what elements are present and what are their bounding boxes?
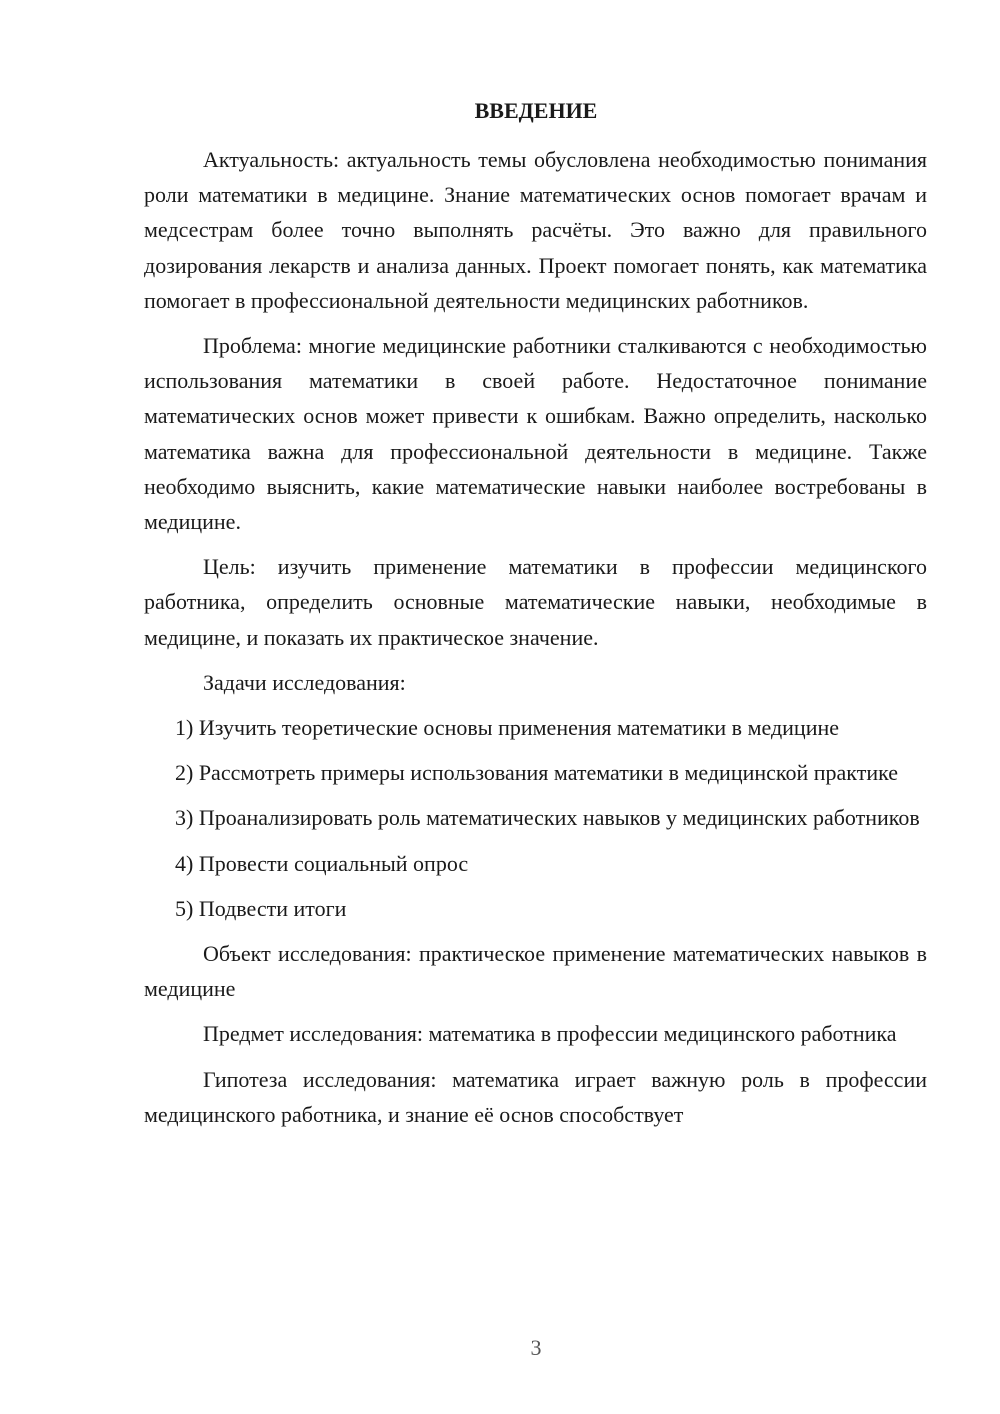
paragraph-problem: Проблема: многие медицинские работники сталкиваются с необходимостью использования математики в своей работе. Недостаточное понимание математических основ может привести к ошибкам. Важно определить, насколько математика важна для профессиональной деятельности в медицине. Также необходимо выяснить, какие математические навыки наиболее востребованы в медицине. (144, 333, 927, 535)
paragraph-subject: Предмет исследования: математика в профессии медицинского работника (203, 1021, 897, 1047)
task-item-5: 5) Подвести итоги (175, 895, 347, 921)
task-item-2: 2) Рассмотреть примеры использования математики в медицинской практике (175, 760, 898, 786)
task-item-4: 4) Провести социальный опрос (175, 850, 469, 876)
task-item-1: 1) Изучить теоретические основы применения математики в медицине (175, 715, 840, 741)
paragraph-goal: Цель: изучить применение математики в профессии медицинского работника, определить основные математические навыки, необходимые в медицине, и показать их практическое значение. (144, 554, 927, 650)
paragraph-object: Объект исследования: практическое применение математических навыков в медицине (144, 941, 927, 1002)
task-item-3: 3) Проанализировать роль математических навыков у медицинских работников (175, 805, 920, 831)
paragraph-relevance: Актуальность: актуальность темы обусловлена необходимостью понимания роли математики в медицине. Знание математических основ помогает врачам и медсестрам более точно выполнять расчёты. Это важно для правильного дозирования лекарств и анализа данных. Проект помогает понять, как математика помогает в профессиональной деятельности медицинских работников. (144, 147, 927, 313)
paragraph-hypothesis: Гипотеза исследования: математика играет важную роль в профессии медицинского работника, и знание её основ способствует (144, 1066, 927, 1127)
paragraph-tasks-heading: Задачи исследования: (203, 669, 406, 695)
body-text (144, 142, 927, 1142)
page-title: ВВЕДЕНИЕ (474, 98, 598, 123)
page-number: 3 (530, 1335, 542, 1360)
